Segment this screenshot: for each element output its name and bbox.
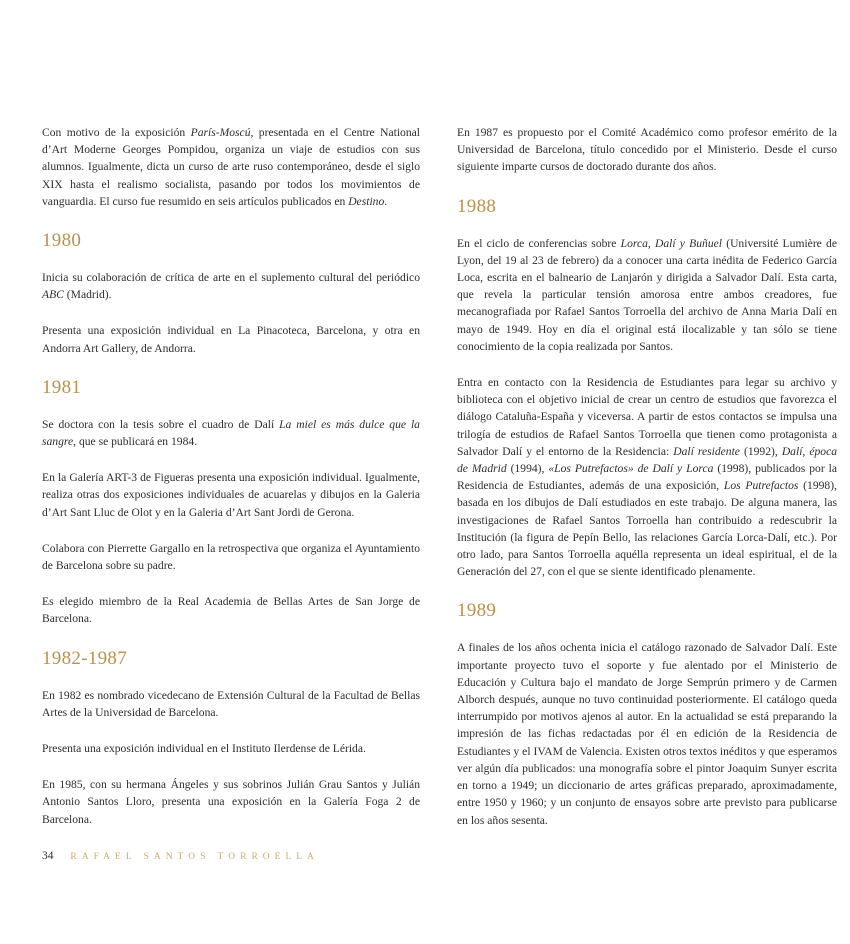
year-heading-1981: 1981 <box>42 376 82 398</box>
intro-paragraph-right: En 1987 es propuesto por el Comité Académico como profesor emérito de la Universidad de Barcelona, título concedido por el Ministerio. Desde el curso siguiente imparte cursos de doctorado durante dos años. <box>457 126 837 174</box>
left-column <box>42 124 420 847</box>
year-heading-1982-1987: 1982-1987 <box>42 647 128 669</box>
paragraph: En la Galería ART-3 de Figueras presenta una exposición individual. Igualmente, realiza otras dos exposiciones individuales de acuarelas y dibujos en la Galeria d’Art Sant Lluc de Olot y en la Galeria d’Art Sant Jordi de Gerona. <box>42 471 420 519</box>
page-number: 34 <box>42 850 54 862</box>
year-heading-1988: 1988 <box>457 195 497 217</box>
year-heading-1980: 1980 <box>42 230 82 252</box>
paragraph: Presenta una exposición individual en el Instituto Ilerdense de Lérida. <box>42 742 366 756</box>
right-column <box>457 124 837 848</box>
paragraph: Entra en contacto con la Residencia de Estudiantes para legar su archivo y biblioteca con el objetivo inicial de crear un centro de estudios que favorezca el diálogo Cataluña-España y viceversa. A partir de estos contactos se impulsa una trilogía de estudios de Rafael Santos Torroella que tienen como protagonista a Salvador Dalí y el entorno de la Residencia: Dalí residente (1992), Dalí, época de Madrid (1994), «Los Putrefactos» de Dalí y Lorca (1998), publicados por la Residencia de Estudiantes, además de una exposición, Los Putrefactos (1998), basada en los dibujos de Dalí estudiados en este trabajo. De alguna manera, las investigaciones de Rafael Santos Torroella han contribuido a redescubrir la Institución (la figura de Pepín Bello, las relaciones García Lorca-Dalí, etc.). Por otro lado, para Santos Torroella aquélla representa un ideal espiritual, el de la Generación del 27, con el que se siente identificado plenamente. <box>457 376 838 579</box>
paragraph: En 1982 es nombrado vicedecano de Extensión Cultural de la Facultad de Bellas Artes de la Universidad de Barcelona. <box>42 688 420 719</box>
paragraph: En el ciclo de conferencias sobre Lorca, Dalí y Buñuel (Université Lumière de Lyon, del 19 al 23 de febrero) da a conocer una carta inédita de Federico García Loca, escrita en el balneario de Lanjarón y dirigida a Salvador Dalí. Esta carta, que revela la particular tensión amorosa entre ambos creadores, fue mecanografiada por Rafael Santos Torroella del archivo de Anna Maria Dalí en mayo de 1949. Hoy en día el original está ilocalizable y tan sólo se tiene conocimiento de la copia realizada por Santos. <box>457 236 837 353</box>
paragraph: En 1985, con su hermana Ángeles y sus sobrinos Julián Grau Santos y Julián Antonio Santos Lloro, presenta una exposición en la Galería Foga 2 de Barcelona. <box>42 778 420 826</box>
paragraph: Colabora con Pierrette Gargallo en la retrospectiva que organiza el Ayuntamiento de Barcelona sobre su padre. <box>42 541 420 573</box>
running-title: RAFAEL SANTOS TORROELLA <box>70 852 319 862</box>
paragraph: Es elegido miembro de la Real Academia de Bellas Artes de San Jorge de Barcelona. <box>42 595 420 626</box>
paragraph: Presenta una exposición individual en La Pinacoteca, Barcelona, y otra en Andorra Art Gallery, de Andorra. <box>42 324 420 355</box>
paragraph: Inicia su colaboración de crítica de arte en el suplemento cultural del periódico ABC (Madrid). <box>42 271 420 302</box>
page-footer <box>42 850 319 862</box>
paragraph: Se doctora con la tesis sobre el cuadro de Dalí La miel es más dulce que la sangre, que se publicará en 1984. <box>42 417 420 449</box>
intro-paragraph-left: Con motivo de la exposición París-Moscú, presentada en el Centre National d’Art Moderne Georges Pompidou, organiza un viaje de estudios con sus alumnos. Igualmente, dicta un curso de arte ruso contemporáneo, desde el siglo XIX hasta el realismo socialista, pasando por todos los movimientos de vanguardia. El curso fue resumido en seis artículos publicados en Destino. <box>42 126 420 208</box>
paragraph: A finales de los años ochenta inicia el catálogo razonado de Salvador Dalí. Este importante proyecto tuvo el soporte y fue alentado por el Ministerio de Educación y Cultura bajo el mandato de Jorge Semprún primero y de Carmen Alborch después, aunque no tuvo continuidad posteriormente. El catálogo queda interrumpido por motivos ajenos al autor. En la actualidad se está preparando la impresión de las fichas redactadas por él en edición de la Residencia de Estudiantes y el IVAM de Valencia. Existen otros textos inéditos y que esperamos ver algún día publicados: una monografía sobre el pintor Joaquim Sunyer escrita en torno a 1949; un diccionario de artes gráficas preparado, aproximadamente, entre 1950 y 1960; y un conjunto de ensayos sobre arte previsto para publicarse en los años sesenta. <box>457 641 837 827</box>
year-heading-1989: 1989 <box>457 600 497 622</box>
